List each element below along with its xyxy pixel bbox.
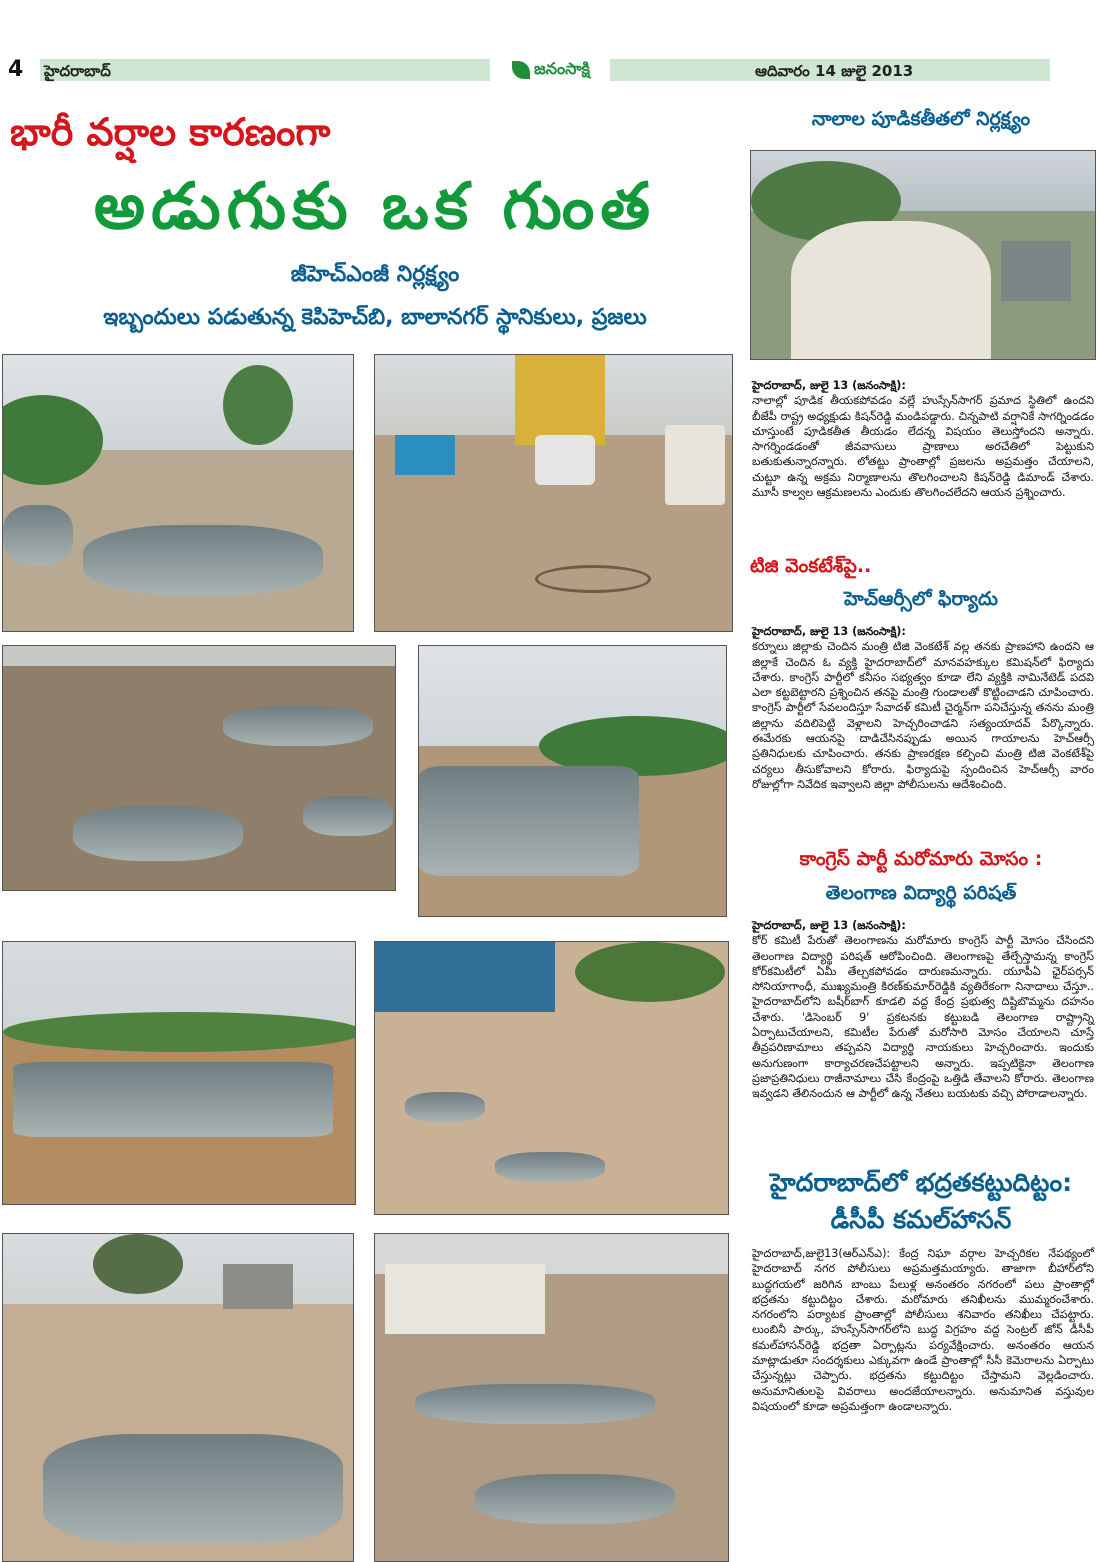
story2-text [752,624,1094,842]
story1-body: నాలాల్లో పూడిక తీయకపోవడం వల్లే హుస్సేన్‌సాగర్ ప్రమాద స్థితిలో ఉందని బీజేపీ రాష్ట్ర అధ్యక్షుడు కిషన్‌రెడ్డి మండిపడ్డారు. చిన్నపాటి వర్షానికే సాగర్నిండడం చూస్తుంటే పూడికతీత తీయడం లేదన్న విషయం తెలుస్తోందని అన్నారు. సాగర్నిండడంతో జీవవాసులు ప్రాణాలు అరచేతిలో పెట్టుకుని బతుకుతున్నారన్నారు. లోతట్టు ప్రాంతాల్లో ప్రజలను అప్రమత్తం చేయాలని, చుట్టూ ఉన్న అక్రమ నిర్మాణాలను తొలగించాలని కిషన్‌రెడ్డి డిమాండ్ చేశారు. మూసీ కాల్వల ఆక్రమణలను ఎందుకు తొలగించలేదని ఆయన ప్రశ్నించారు. [752,394,1094,500]
story2-headline-1: టిజి వెంకటేశ్‌పై.. [750,555,872,577]
logo-text: జనంసాక్షి [534,58,590,78]
muddy-road-photo [2,645,396,891]
story1-dateline: హైదరాబాద్, జులై 13 (జనంసాక్షి): [752,379,906,392]
story1-headline: నాలాల పూడికతీతలో నిర్లక్ష్యం [811,108,1031,130]
leaf-icon [512,61,530,79]
story3-dateline: హైదరాబాద్, జులై 13 (జనంసాక్షి): [752,919,906,932]
story3-text [752,918,1094,1156]
story4-text [752,1246,1094,1476]
street-puddles-photo [374,1233,729,1562]
story4-dateline: హైదరాబాద్,జులై13(ఆర్ఎన్ఎ): [752,1247,891,1260]
story1-text [752,378,1094,546]
pothole-road-photo [2,354,354,632]
subheadline-1: జీహెచ్‌ఎంజీ నిర్లక్ష్యం [290,262,460,287]
story3-headline-2: తెలంగాణ విద్యార్థి పరిషత్ [825,882,1017,904]
issue-date: ఆదివారం 14 జులై 2013 [755,62,914,80]
story2-dateline: హైదరాబాద్, జులై 13 (జనంసాక్షి): [752,625,906,638]
story3-body: కోర్ కమిటీ పేరుతో తెలంగాణను మరోమారు కాంగ్రెస్ పార్టీ మోసం చేసిందని తెలంగాణ విద్యార్థి పరిషత్ ఆరోపించింది. తెలంగాణపై తేల్చేస్తామన్న కాంగ్రెస్ కోర్‌కమిటీలో ఏమీ తేల్చకపోవడం దారుణమన్నారు. యూపీఏ ఛైర్‌పర్సన్ సోనియాగాంధీ, ముఖ్యమంత్రి కిరణ్‌కుమార్‌రెడ్డికి వ్యతిరేకంగా నినాదాలు చేస్తూ.. హైదరాబాద్‌లోని బషీర్‌బాగ్ కూడలి వద్ద కేంద్ర ప్రభుత్వ దిష్టిబొమ్మను దహనం చేశారు. 'డిసెంబర్ 9' ప్రకటనకు కట్టుబడి తెలంగాణ రాష్ట్రాన్ని ఏర్పాటుచేయాలని, కమిటీల పేరుతో మరోసారి మోసం చేయాలని చూస్తే తీవ్రపరిణామాలు తప్పవని విద్యార్థి నాయకులు హెచ్చరించారు. ఇందుకు అనుగుణంగా కార్యాచరణచేపట్టాలని అన్నారు. ఇప్పటికైనా తెలంగాణ ప్రజాప్రతినిధులు రాజీనామాలు చేసి కేంద్రంపై ఒత్తిడి తేవాలని కోరారు. తెలంగాణ ఇవ్వడని తేలినందున ఆ పార్టీలో ఉన్న నేతలు బయటకు వచ్చి పోరాడాలన్నారు. [752,934,1094,1101]
officials-inspecting-nala-photo [750,150,1096,360]
story4-headline-2: డీసీపీ కమల్‌హాసన్ [830,1205,1012,1234]
village-road-photo [2,1233,354,1562]
page-number: 4 [8,57,24,82]
story4-headline-1: హైదరాబాద్‌లో భద్రతకట్టుదిట్టం: [769,1168,1073,1197]
story2-body: కర్నూలు జిల్లాకు చెందిన మంత్రి టిజి వెంకటేశ్ వల్ల తనకు ప్రాణహాని ఉందని ఆ జిల్లాకే చెందిన ఓ వ్యక్తి హైదరాబాద్‌లో మానవహక్కుల కమిషన్‌లో ఫిర్యాదు చేశారు. కాంగ్రెస్ పార్టీలో కనీసం సభ్యత్వం కూడా లేని వ్యక్తికి నామినేటెడ్ పదవి ఎలా కట్టబెట్టారని ప్రశ్నించిన తనపై మంత్రి గుండాలతో కొట్టించాడని చూపించారు. కాంగ్రెస్ పార్టీలో సేవలందిస్తూ సేవాదళ్ కమిటీ చైర్మన్‌గా పనిచేస్తున్న తనను మంత్రి జిల్లాను వదిలిపెట్టి వెళ్లాలని హెచ్చరించాడని సత్యంయాదవ్ పేర్కొన్నారు. ఈమేరకు ఆయనపై దాడిచేసినప్పుడు అయిన గాయాలను హెచ్‌ఆర్సీ ప్రతినిధులకు చూపించారు. తనకు ప్రాణరక్షణ కల్పించి మంత్రి టిజి వెంకటేశ్‌పై చర్యలు తీసుకోవాలని కోరారు. ఫిర్యాదుపై స్పందించిన హెచ్‌ఆర్సీ వారం రోజుల్లోగా నివేదిక ఇవ్వాలని జిల్లా పోలీసులను ఆదేశించింది. [752,640,1094,791]
story3-headline-1: కాంగ్రెస్ పార్టీ మరోమారు మోసం : [799,848,1043,870]
story4-body: కేంద్ర నిఘా వర్గాల హెచ్చరికల నేపథ్యంలో హైదరాబాద్ నగర పోలీసులు అప్రమత్తమయ్యారు. తాజాగా బీహార్‌లోని బుద్ధగయలో జరిగిన బాంబు పేలుళ్ల అనంతరం నగరంలో పలు ప్రాంతాల్లో భద్రతను కట్టుదిట్టం చేశారు. మరోమారు తనిఖీలను ముమ్మరంచేశారు. నగరంలోని పర్యాటక ప్రాంతాల్లో పోలీసులు శనివారం తనిఖీలు చేపట్టారు. లుంబినీ పార్కు, హుస్సేన్‌సాగర్‌లోని బుద్ధ విగ్రహం వద్ద సెంట్రల్ జోన్ డీసీపీ కమల్‌హాసన్‌రెడ్డి భద్రతా ఏర్పాట్లను పర్యవేక్షించారు. అనంతరం ఆయన మాట్లాడుతూ సందర్శకులు ఎక్కువగా ఉండే ప్రాంతాల్లో సీసీ కెమెరాలను ఏర్పాటు చేస్తున్నట్లు చెప్పారు. భద్రతను కట్టుదిట్టం చేస్తామని వెల్లడించారు. అనుమానితులపై వివరాలు అందజేయాలన్నారు. అనుమానిత వస్తువుల విషయంలో కూడా అప్రమత్తంగా ఉండాలన్నారు. [752,1247,1094,1413]
traffic-road-photo [374,354,733,632]
main-headline: అడుగుకు ఒక గుంత [93,170,657,244]
story2-headline-2: హెచ్‌ఆర్సీలో ఫిర్యాదు [844,588,998,610]
kicker-headline: భారీ వర్షాల కారణంగా [10,110,331,154]
waterlogged-road-photo [2,941,356,1205]
section-name: హైదరాబాద్ [44,62,111,80]
broken-road-photo [374,941,729,1215]
flooded-road-photo [418,645,727,917]
subheadline-2: ఇబ్బందులు పడుతున్న కెపిహెచ్‌బి, బాలానగర్ స్థానికులు, ప్రజలు [103,305,647,330]
newspaper-logo [492,55,610,85]
